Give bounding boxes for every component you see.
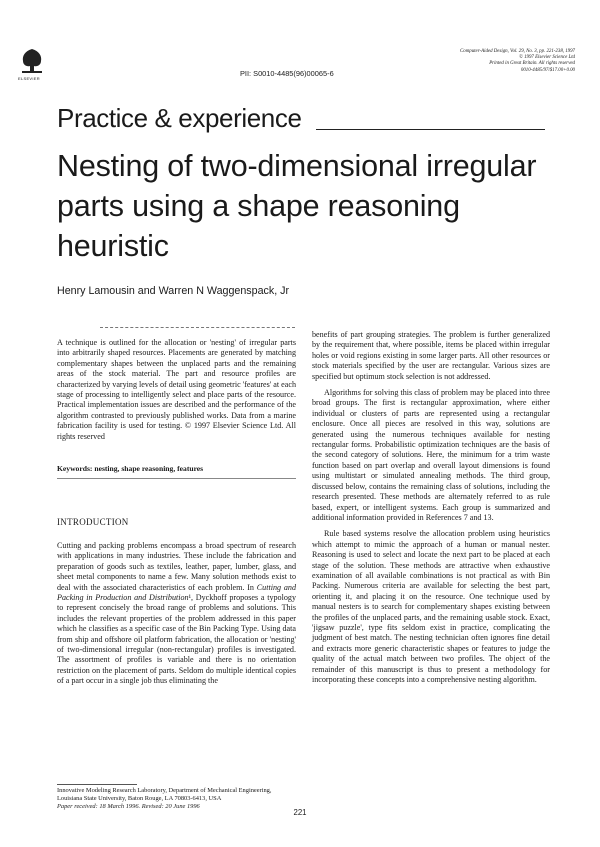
right-column [312,330,550,685]
keywords-label: Keywords: [57,464,93,473]
footnote-rule [57,784,137,785]
body-paragraph: Algorithms for solving this class of problem may be placed into three broad groups. The first is rectangular approximation, where either individual or clusters of parts are represented using a rectangular enclosure. Once all pieces are resolved in this way, solutions are generated using the numerous techniques available for nesting rectangular forms. Probabilistic optimization techniques are the basis of the second category of solutions. Here, the minimum for a trim waste function based on part overlap and overall layout dimensions is found using multistart or simulated annealing methods. The third group, discussed below, contains the remaining class of solutions, including the research presented. These methods are alternately referred to as rule based, expert, or intelligent systems. Each group is summarized and additional information provided in References 7 and 13. [312,388,550,522]
pii-code: PII: S0010-4485(96)00065-6 [240,69,334,78]
publisher-logo-text: ELSEVIER [18,76,40,81]
abstract: A technique is outlined for the allocation or 'nesting' of irregular parts into arbitrarily shaped resources. Placements are generated by matching complementary shapes between the unplaced parts and the remaining areas of the stock material. The part and resource profiles are characterized by varying levels of detail using geometric 'features' at each stage of processing to intelligently select and place parts of the resource. Practical implementation issues are described and the performance of the algorithm contrasted to previously published works. Data from a marine fabrication facility is used for testing. © 1997 Elsevier Science Ltd. All rights reserved [57,338,296,441]
publisher-logo [20,48,44,74]
footnote-received: Paper received: 18 March 1996. Revised: 20 June 1996 [57,803,200,810]
page-number: 221 [293,808,307,817]
journal-line: Computer-Aided Design, Vol. 29, No. 3, pp. 221-238, 1997 [460,49,575,54]
intro-text-cont: ¹, Dyckhoff proposes a typology to represent concisely the broad range of problems and solutions. This includes the relevant properties of the problem addressed in this paper which he classifies as a specific case of the Bin Packing Type. Using data from ship and offshore oil platform fabrication, the allocation or 'nesting' of two-dimensional irregular (non-rectangular) profiles is investigated. The assortment of profiles is variable and there is no orientation restriction on the placement of parts. Seldom do multiple identical copies of a part occur in a single job thus eliminating the [57,593,296,686]
journal-line: © 1997 Elsevier Science Ltd [519,55,575,61]
paper-title: Nesting of two-dimensional irregular parts using a shape reasoning heuristic [57,149,537,263]
keywords-value: nesting, shape reasoning, features [94,464,204,473]
introduction-paragraph [57,541,296,687]
keywords [57,464,296,473]
footnote-affiliation: Innovative Modeling Research Laboratory, Department of Mechanical Engineering, Louisiana State University, Baton Rouge, LA 70803-6413, USA [57,787,272,802]
body-paragraph: Rule based systems resolve the allocation problem using heuristics which attempt to mimic the approach of a human or manual nester. Reasoning is used to select and locate the next part to be placed at each stage of the solution. These methods are attractive when exhaustive examination of all available combinations is not practical as with Bin Packing. Numerous criteria are available for selecting the best part, orienting it, and placing it on the resource. One technique used by manual nesters is to search for complementary shapes existing between the profiles of the unplaced parts, and the remaining usable stock. Exact, 'jigsaw puzzle', type fits seldom exist in practice, complicating the judgment of best match. The nesting technician often ignores fine detail and extracts more generic characteristic shapes or features to judge the quality of the actual match between two profiles. The object of the remainder of this manuscript is thus to present a methodology for incorporating these concepts into a comprehensive nesting algorithm. [312,529,550,684]
keywords-divider [57,478,296,479]
section-label: Practice & experience [57,103,302,133]
section-rule [316,129,545,130]
journal-line: 0010-4485/97/$17.00+0.00 [520,67,575,73]
journal-info [460,49,575,74]
authors: Henry Lamousin and Warren N Waggenspack, Jr [57,285,290,297]
elsevier-tree-icon [20,48,44,74]
body-paragraph: benefits of part grouping strategies. The problem is further generalized by the requirement that, where possible, items be placed within irregular holes or void regions existing in some larger parts. All other resources or stock materials specified by the user are rectangular. Various sizes are specified but optimum stock selection is not addressed. [312,330,550,381]
journal-line: Printed in Great Britain. All rights reserved [489,61,575,67]
abstract-divider [100,327,295,328]
intro-text: Cutting and packing problems encompass a broad spectrum of research with applications in many industries. These include the fabrication and preparation of goods such as textiles, leather, paper, lumber, glass, and sheet metal components to name a few. Many solution methods exist to deal with the associated characteristics of each problem. In [57,541,296,592]
intro-book-title: Cutting and Packing in Production and Distribution [57,582,297,603]
introduction-heading: INTRODUCTION [57,517,129,527]
